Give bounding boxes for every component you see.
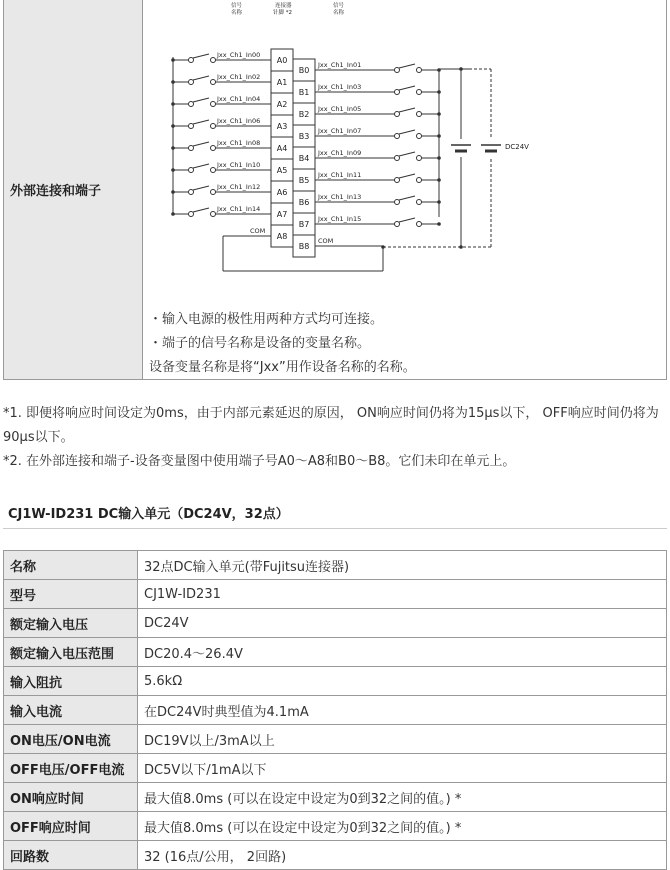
header-signal-left: 名称 — [231, 10, 243, 16]
switch-contact — [211, 80, 216, 85]
switch-blade — [399, 218, 415, 222]
header-signal-right: 信号 — [333, 3, 345, 9]
spec-label: 回路数 — [4, 841, 138, 870]
switch-contact — [211, 168, 216, 173]
signal-label-right: Jxx_Ch1_In03 — [318, 83, 362, 91]
signal-label-right: Jxx_Ch1_In11 — [318, 171, 362, 179]
signal-label-left: Jxx_Ch1_In14 — [217, 205, 261, 213]
spec-value: 5.6kΩ — [138, 667, 667, 696]
pin-label-a: A7 — [276, 210, 288, 219]
pin-label-b: B1 — [298, 88, 310, 97]
wiring-diagram — [143, 0, 667, 299]
signal-label-left: Jxx_Ch1_In00 — [217, 51, 261, 59]
switch-contact — [395, 90, 400, 95]
header-signal-right: 名称 — [333, 10, 345, 16]
spec-value: 最大值8.0ms (可以在设定中设定为0到32之间的值。) * — [138, 812, 667, 841]
switch-blade — [193, 208, 209, 212]
switch-blade — [193, 120, 209, 124]
section-title: CJ1W-ID231 DC输入单元（DC24V，32点） — [8, 507, 289, 522]
switch-contact — [211, 58, 216, 63]
wire-junction — [171, 146, 175, 150]
switch-contact — [395, 134, 400, 139]
spec-table — [3, 550, 667, 870]
switch-contact — [417, 156, 422, 161]
switch-contact — [189, 212, 194, 217]
switch-contact — [417, 112, 422, 117]
signal-label-left: Jxx_Ch1_In02 — [217, 73, 261, 81]
spec-label: 输入阻抗 — [4, 667, 138, 696]
switch-contact — [189, 58, 194, 63]
spec-label: ON响应时间 — [4, 783, 138, 812]
note-line: ・端子的信号名称是设备的变量名称。 — [149, 336, 371, 351]
switch-contact — [189, 102, 194, 107]
pin-label-a: A8 — [276, 232, 288, 241]
spec-label: 输入电流 — [4, 696, 138, 725]
spec-row — [4, 580, 667, 609]
wire-junction — [171, 190, 175, 194]
wire-junction — [171, 80, 175, 84]
spec-row — [4, 783, 667, 812]
pin-label-a: A3 — [276, 122, 288, 131]
pin-label-a: A6 — [276, 188, 288, 197]
switch-contact — [417, 200, 422, 205]
spec-value: 32 (16点/公用， 2回路) — [138, 841, 667, 870]
wire-junction — [437, 222, 441, 226]
switch-blade — [399, 86, 415, 90]
diagram-notes — [149, 308, 416, 380]
footnote: *1. 即便将响应时间设定为0ms，由于内部元素延迟的原因， ON响应时间仍将为15μs以下， OFF响应时间仍将为90μs以下。 — [3, 406, 659, 445]
spec-row — [4, 667, 667, 696]
switch-contact — [395, 200, 400, 205]
switch-contact — [395, 178, 400, 183]
pin-label-a: A5 — [276, 166, 288, 175]
external-connection-table — [3, 0, 667, 380]
pin-label-a: A0 — [276, 56, 288, 65]
switch-contact — [211, 212, 216, 217]
switch-contact — [211, 124, 216, 129]
switch-contact — [211, 190, 216, 195]
spec-row — [4, 551, 667, 580]
section-divider — [3, 528, 667, 529]
switch-blade — [399, 174, 415, 178]
wire-junction — [171, 168, 175, 172]
switch-blade — [193, 164, 209, 168]
spec-label: OFF响应时间 — [4, 812, 138, 841]
spec-value: CJ1W-ID231 — [138, 580, 667, 609]
note-line: 设备变量名称是将“Jxx”用作设备名称的名称。 — [149, 360, 416, 375]
spec-value: 32点DC输入单元(带Fujitsu连接器) — [138, 551, 667, 580]
switch-contact — [189, 190, 194, 195]
switch-contact — [189, 168, 194, 173]
spec-row — [4, 638, 667, 667]
switch-blade — [193, 186, 209, 190]
pin-label-b: B5 — [298, 176, 310, 185]
com-label-right: COM — [318, 237, 334, 245]
header-signal-left: 信号 — [231, 3, 243, 9]
switch-contact — [417, 134, 422, 139]
switch-contact — [211, 146, 216, 151]
header-connector: 连接器 — [275, 3, 292, 9]
switch-contact — [417, 222, 422, 227]
switch-contact — [395, 112, 400, 117]
switch-blade — [193, 54, 209, 58]
spec-label: 额定输入电压 — [4, 609, 138, 638]
signal-label-right: Jxx_Ch1_In09 — [318, 149, 362, 157]
switch-blade — [193, 142, 209, 146]
battery-gap — [483, 139, 499, 157]
note-line: ・输入电源的极性用两种方式均可连接。 — [149, 312, 384, 327]
switch-blade — [193, 76, 209, 80]
spec-label: 额定输入电压范围 — [4, 638, 138, 667]
com-label-left: COM — [250, 227, 266, 235]
pin-label-b: B0 — [298, 66, 310, 75]
switch-contact — [211, 102, 216, 107]
signal-label-left: Jxx_Ch1_In12 — [217, 183, 261, 191]
switch-blade — [193, 98, 209, 102]
signal-label-left: Jxx_Ch1_In06 — [217, 117, 261, 125]
pin-label-a: A1 — [276, 78, 288, 87]
spec-row — [4, 841, 667, 870]
spec-value: DC5V以下/1mA以下 — [138, 754, 667, 783]
header-connector: 针脚 *2 — [273, 10, 292, 16]
wire-junction — [171, 212, 175, 216]
spec-value: DC24V — [138, 609, 667, 638]
wire-junction — [171, 58, 175, 62]
spec-value: 在DC24V时典型值为4.1mA — [138, 696, 667, 725]
spec-row — [4, 609, 667, 638]
switch-contact — [189, 124, 194, 129]
switch-contact — [417, 90, 422, 95]
diagram-cell — [143, 0, 667, 380]
switch-contact — [395, 222, 400, 227]
wire-junction — [381, 245, 385, 249]
switch-blade — [399, 152, 415, 156]
signal-label-right: Jxx_Ch1_In07 — [318, 127, 362, 135]
battery-gap — [453, 139, 469, 157]
spec-row — [4, 754, 667, 783]
switch-contact — [395, 156, 400, 161]
pin-label-b: B6 — [298, 198, 310, 207]
spec-row — [4, 696, 667, 725]
signal-label-right: Jxx_Ch1_In01 — [318, 61, 362, 69]
switch-blade — [399, 64, 415, 68]
switch-blade — [399, 196, 415, 200]
switch-blade — [399, 108, 415, 112]
spec-value: 最大值8.0ms (可以在设定中设定为0到32之间的值。) * — [138, 783, 667, 812]
signal-label-right: Jxx_Ch1_In13 — [318, 193, 362, 201]
footnote: *2. 在外部连接和端子-设备变量图中使用端子号A0～A8和B0～B8。它们未印在单元上。 — [3, 454, 516, 469]
pin-label-b: B7 — [298, 220, 310, 229]
switch-contact — [395, 68, 400, 73]
wire-junction — [459, 67, 463, 71]
signal-label-right: Jxx_Ch1_In15 — [318, 215, 362, 223]
supply-voltage-label: DC24V — [505, 143, 529, 151]
spec-value: DC19V以上/3mA以上 — [138, 725, 667, 754]
spec-label: OFF电压/OFF电流 — [4, 754, 138, 783]
external-connection-header: 外部连接和端子 — [4, 0, 143, 380]
pin-label-b: B8 — [298, 242, 310, 251]
spec-value: DC20.4～26.4V — [138, 638, 667, 667]
pin-label-a: A4 — [276, 144, 288, 153]
switch-contact — [189, 146, 194, 151]
pin-label-b: B4 — [298, 154, 310, 163]
signal-label-left: Jxx_Ch1_In08 — [217, 139, 261, 147]
pin-label-b: B2 — [298, 110, 310, 119]
wire-junction — [171, 102, 175, 106]
signal-label-right: Jxx_Ch1_In05 — [318, 105, 362, 113]
switch-contact — [417, 178, 422, 183]
spec-label: 型号 — [4, 580, 138, 609]
spec-row — [4, 725, 667, 754]
spec-row — [4, 812, 667, 841]
spec-label: ON电压/ON电流 — [4, 725, 138, 754]
wire-junction — [171, 124, 175, 128]
switch-contact — [417, 68, 422, 73]
wire-junction — [459, 245, 463, 249]
switch-contact — [189, 80, 194, 85]
signal-label-left: Jxx_Ch1_In04 — [217, 95, 261, 103]
signal-label-left: Jxx_Ch1_In10 — [217, 161, 261, 169]
switch-blade — [399, 130, 415, 134]
pin-label-b: B3 — [298, 132, 310, 141]
footnotes — [3, 402, 663, 474]
spec-label: 名称 — [4, 551, 138, 580]
pin-label-a: A2 — [276, 100, 288, 109]
